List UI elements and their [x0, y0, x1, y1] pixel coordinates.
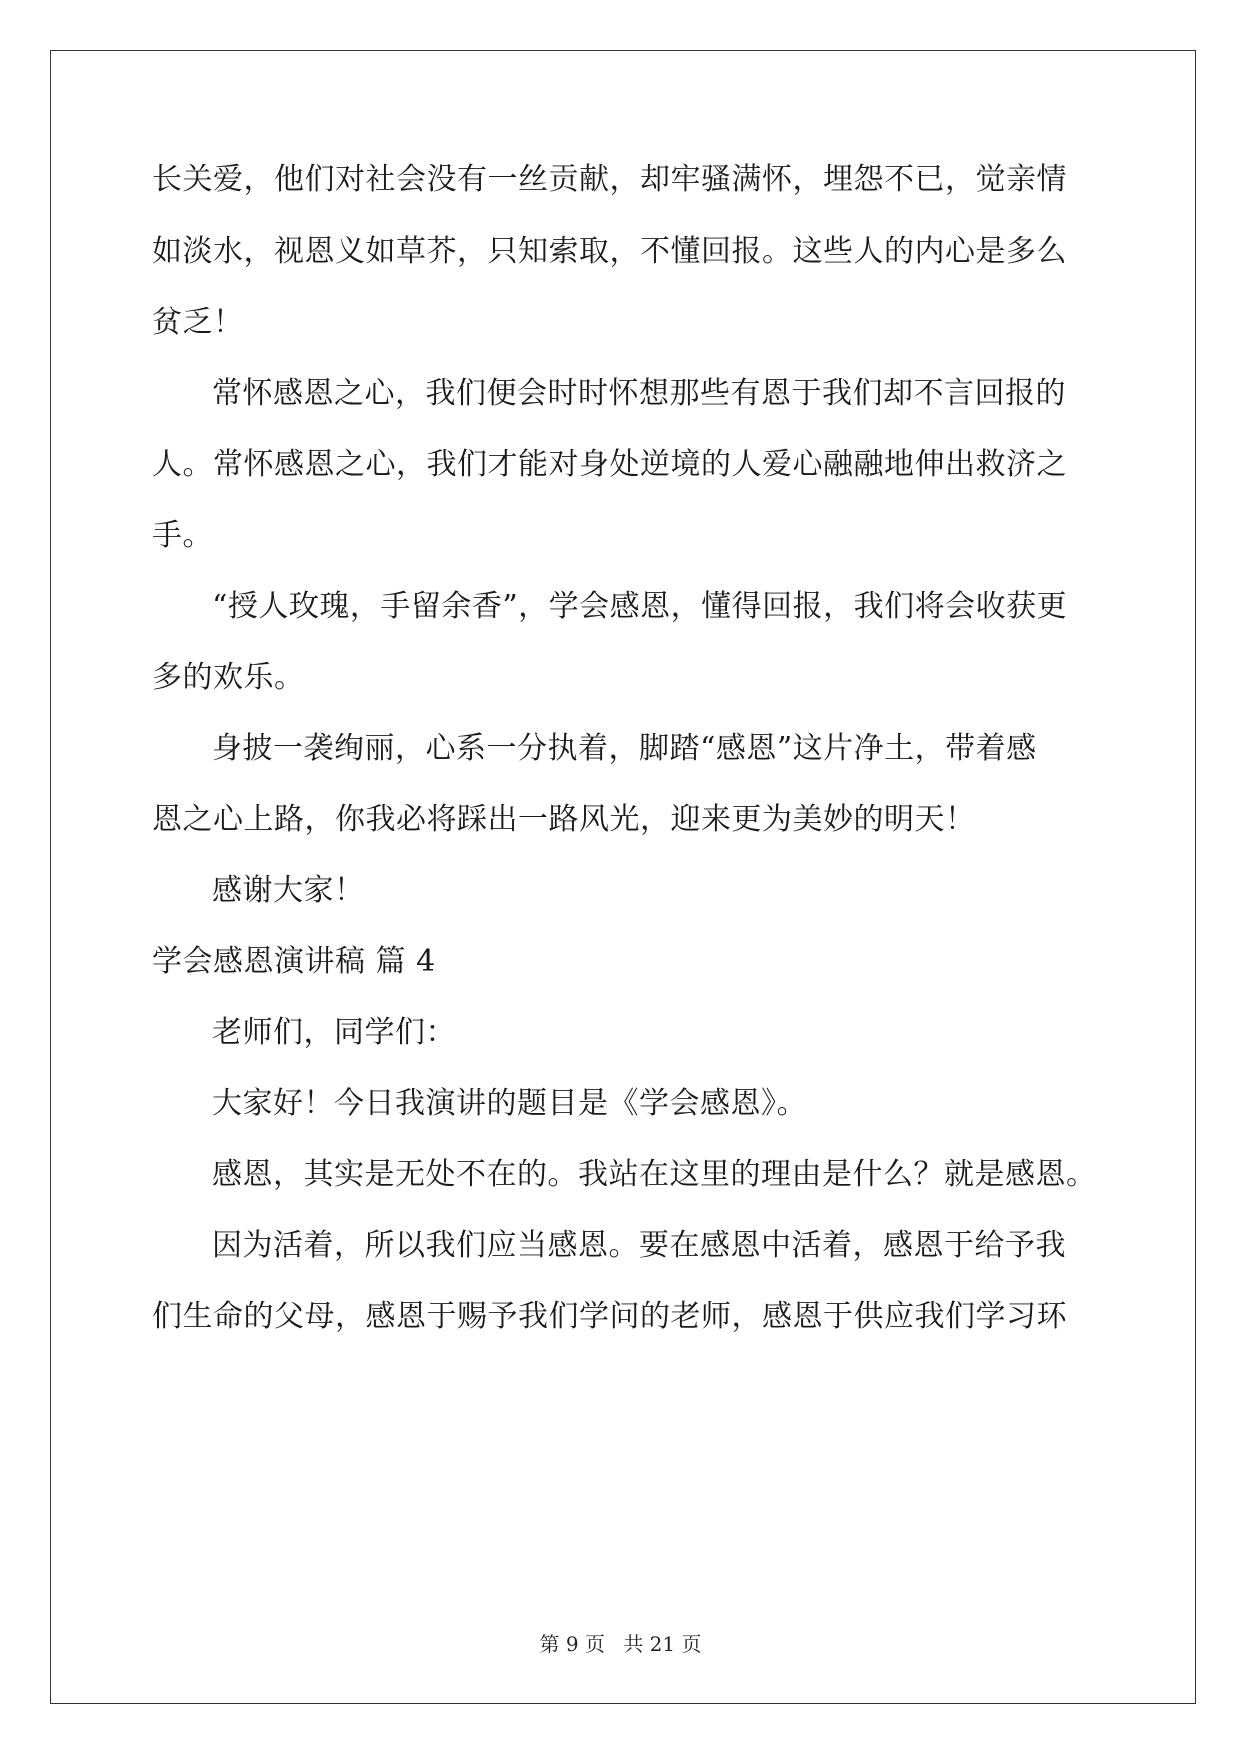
closing-thanks: 感谢大家！	[212, 873, 365, 908]
paragraph-2-line-1: 常怀感恩之心，我们便会时时怀想那些有恩于我们却不言回报的	[212, 376, 1066, 411]
page-footer	[0, 1628, 1241, 1657]
greeting-line: 大家好！今日我演讲的题目是《学会感恩》。	[212, 1086, 807, 1121]
salutation: 老师们，同学们：	[212, 1015, 456, 1050]
paragraph-3-line-2: 多的欢乐。	[152, 660, 305, 695]
paragraph-6-line-2: 们生命的父母，感恩于赐予我们学问的老师，感恩于供应我们学习环	[152, 1299, 1067, 1334]
page-number: 第 9 页	[539, 1632, 605, 1656]
text-line-1: 长关爱，他们对社会没有一丝贡献，却牢骚满怀，埋怨不已，觉亲情	[152, 162, 1067, 197]
page-total: 共 21 页	[623, 1632, 702, 1656]
paragraph-4-line-1: 身披一袭绚丽，心系一分执着，脚踏“感恩”这片净土，带着感	[212, 731, 1037, 766]
paragraph-6-line-1: 因为活着，所以我们应当感恩。要在感恩中活着，感恩于给予我	[212, 1228, 1066, 1263]
section-heading: 学会感恩演讲稿 篇 4	[152, 944, 436, 979]
paragraph-4-line-2: 恩之心上路，你我必将踩出一路风光，迎来更为美妙的明天！	[152, 802, 976, 837]
paragraph-2-line-3: 手。	[152, 518, 213, 553]
paragraph-3-line-1: “授人玫瑰，手留余香”，学会感恩，懂得回报，我们将会收获更	[212, 589, 1068, 624]
paragraph-5-line-1: 感恩，其实是无处不在的。我站在这里的理由是什么？就是感恩。	[212, 1157, 1097, 1192]
text-line-3: 贫乏！	[152, 305, 244, 340]
paragraph-2-line-2: 人。常怀感恩之心，我们才能对身处逆境的人爱心融融地伸出救济之	[152, 447, 1067, 482]
text-line-2: 如淡水，视恩义如草芥，只知索取，不懂回报。这些人的内心是多么	[152, 234, 1067, 269]
